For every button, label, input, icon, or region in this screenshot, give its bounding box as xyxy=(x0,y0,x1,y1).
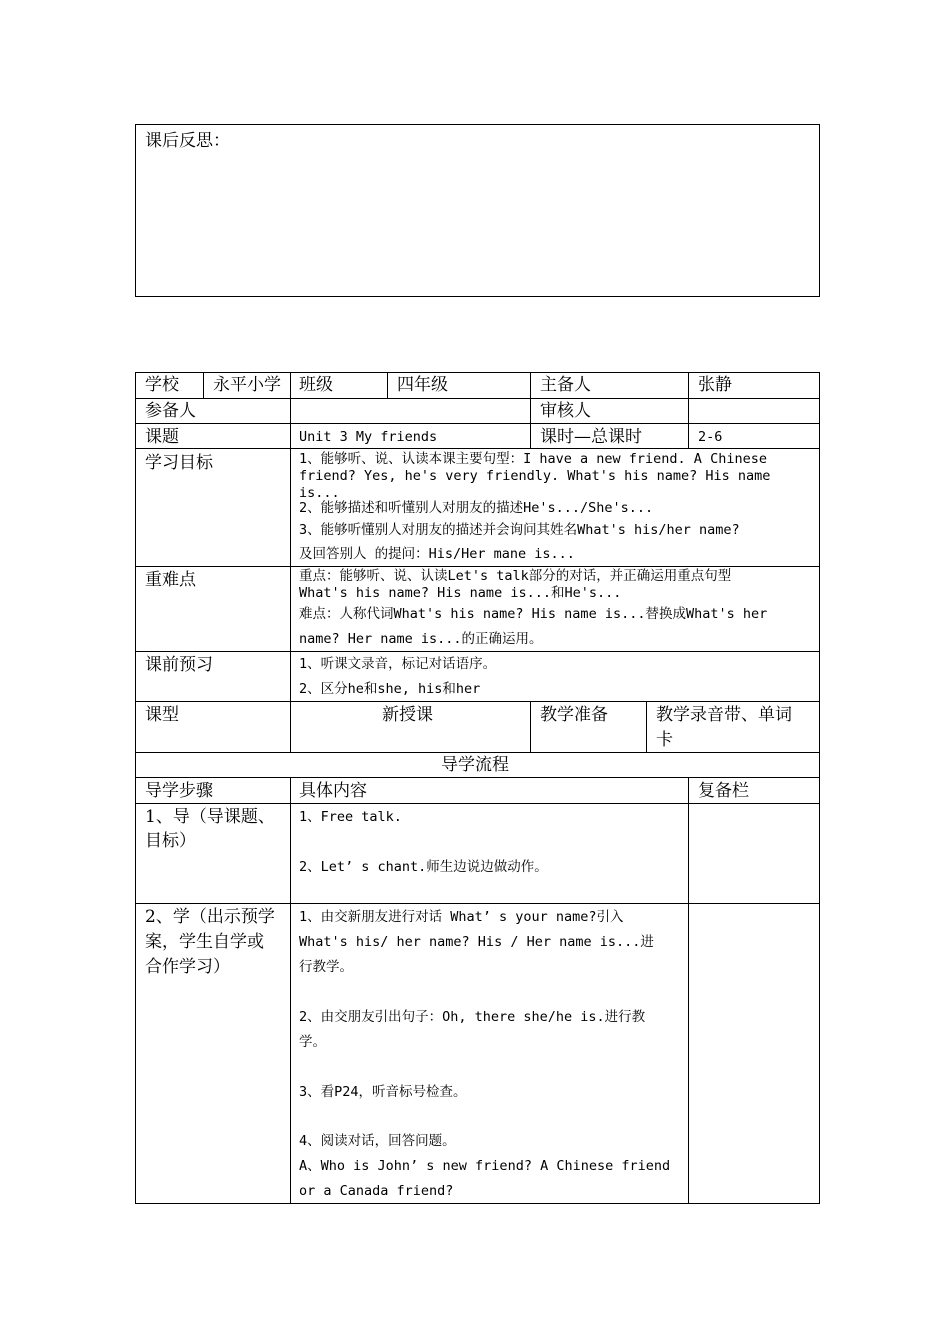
co-teacher-label: 参备人 xyxy=(145,401,196,421)
key-points-line: 难点：人称代词What's his name? His name is...替换成What's her xyxy=(299,606,768,622)
flow-col-notes: 复备栏 xyxy=(698,781,749,801)
flow-content-line: or a Canada friend? xyxy=(299,1183,454,1199)
flow-step-line: 2、学（出示预学 xyxy=(145,907,275,927)
flow-content-line: A、Who is John’ s new friend? A Chinese friend xyxy=(299,1158,671,1174)
row-divider xyxy=(135,448,820,449)
preview-line: 2、区分he和she, his和her xyxy=(299,681,481,697)
row-divider xyxy=(135,651,820,652)
flow-col-content: 具体内容 xyxy=(299,781,367,801)
period-label: 课时—总课时 xyxy=(540,427,642,447)
flow-content-line: 3、看P24，听音标号检查。 xyxy=(299,1084,467,1100)
flow-content-line: 4、阅读对话，回答问题。 xyxy=(299,1133,456,1149)
school-label: 学校 xyxy=(145,375,179,395)
col-divider xyxy=(203,372,204,398)
row-divider xyxy=(135,752,820,753)
row-divider xyxy=(135,701,820,702)
objectives-line: 1、能够听、说、认读本课主要句型：I have a new friend. A Chinese xyxy=(299,451,767,467)
flow-title: 导学流程 xyxy=(441,755,509,775)
class-value: 四年级 xyxy=(397,375,448,395)
col-divider xyxy=(688,777,689,1204)
teaching-prep-line: 教学录音带、单词 xyxy=(656,705,792,725)
row-divider xyxy=(135,803,820,804)
col-divider xyxy=(290,777,291,1204)
teaching-prep-label: 教学准备 xyxy=(540,705,608,725)
flow-content-line: 1、由交新朋友进行对话 What’ s your name?引入 xyxy=(299,909,624,925)
flow-content-line: 行教学。 xyxy=(299,959,353,975)
flow-content-line: 学。 xyxy=(299,1034,326,1050)
preview-label: 课前预习 xyxy=(145,655,213,675)
col-divider xyxy=(387,372,388,398)
objectives-line: 及回答别人 的提问：His/Her mane is... xyxy=(299,546,575,562)
row-divider xyxy=(135,903,820,904)
objectives-line: 2、能够描述和听懂别人对朋友的描述He's.../She's... xyxy=(299,500,654,516)
lead-teacher-value: 张静 xyxy=(698,375,732,395)
flow-step-line: 合作学习） xyxy=(145,957,230,977)
col-divider xyxy=(646,701,647,752)
flow-step-line: 目标） xyxy=(145,831,196,851)
reflection-box xyxy=(135,124,820,297)
preview-line: 1、听课文录音，标记对话语序。 xyxy=(299,656,497,672)
key-points-line: 重点：能够听、说、认读Let's talk部分的对话，并正确运用重点句型 xyxy=(299,568,732,584)
lead-teacher-label: 主备人 xyxy=(540,375,591,395)
col-divider xyxy=(688,372,689,448)
flow-content-line: 2、Let’ s chant.师生边说边做动作。 xyxy=(299,859,548,875)
school-value: 永平小学 xyxy=(213,375,281,395)
objectives-line: 3、能够听懂别人对朋友的描述并会询问其姓名What's his/her name? xyxy=(299,522,740,538)
reflection-label: 课后反思： xyxy=(145,131,230,151)
lesson-type-label: 课型 xyxy=(145,705,179,725)
col-divider xyxy=(290,372,291,752)
objectives-label: 学习目标 xyxy=(145,453,213,473)
key-points-line: name? Her name is...的正确运用。 xyxy=(299,631,543,647)
lesson-type-value: 新授课 xyxy=(382,705,433,725)
key-points-line: What's his name? His name is...和He's... xyxy=(299,585,622,601)
teaching-prep-line: 卡 xyxy=(656,730,673,750)
row-divider xyxy=(135,777,820,778)
topic-value: Unit 3 My friends xyxy=(299,429,438,445)
flow-content-line: 2、由交朋友引出句子：Oh, there she/he is.进行教 xyxy=(299,1009,646,1025)
flow-step-line: 案，学生自学或 xyxy=(145,932,264,952)
flow-col-step: 导学步骤 xyxy=(145,781,213,801)
key-points-label: 重难点 xyxy=(145,570,196,590)
col-divider xyxy=(530,701,531,752)
reviewer-label: 审核人 xyxy=(540,401,591,421)
objectives-line: is... xyxy=(299,485,340,501)
col-divider xyxy=(530,372,531,448)
period-value: 2-6 xyxy=(698,429,723,445)
flow-step-line: 1、导（导课题、 xyxy=(145,807,275,827)
class-label: 班级 xyxy=(299,375,333,395)
objectives-line: friend? Yes, he's very friendly. What's his name? His name xyxy=(299,468,771,484)
flow-content-line: 1、Free talk. xyxy=(299,809,402,825)
flow-content-line: What's his/ her name? His / Her name is...进 xyxy=(299,934,654,950)
row-divider xyxy=(135,423,820,424)
topic-label: 课题 xyxy=(145,427,179,447)
row-divider xyxy=(135,398,820,399)
row-divider xyxy=(135,566,820,567)
